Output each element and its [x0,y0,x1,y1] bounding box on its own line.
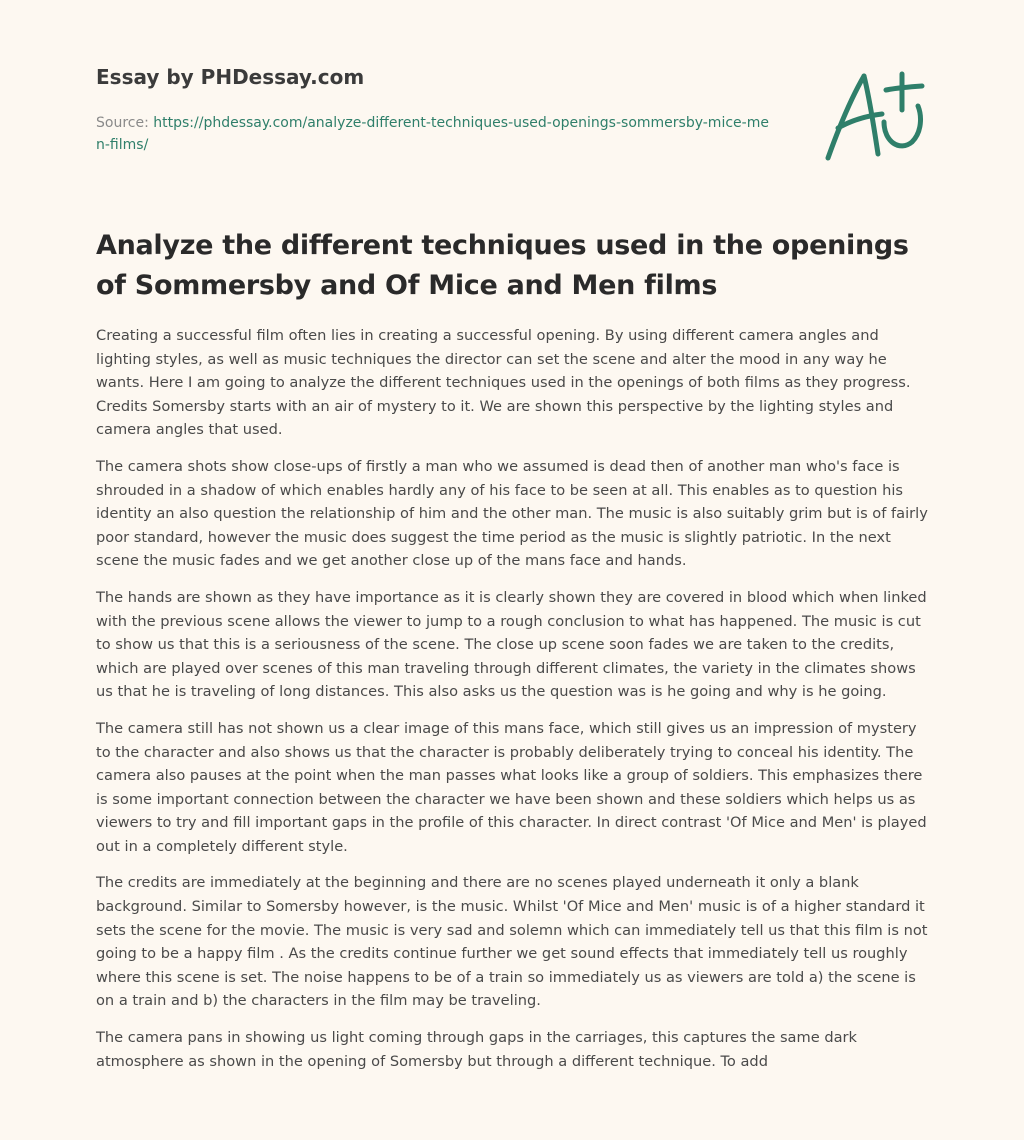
essay-body [96,324,931,1086]
essay-paragraph: The hands are shown as they have importance as it is clearly shown they are covered in blood which when linked with the previous scene allows the viewer to jump to a rough conclusion to what has happened. The music is cut to show us that this is a seriousness of the scene. The close up scene soon fades we are taken to the credits, which are played over scenes of this man traveling through different climates, the variety in the climates shows us that he is traveling of long distances. This also asks us the question was is he going and why is he going. [96,588,927,701]
essay-paragraph: Creating a successful film often lies in creating a successful opening. By using different camera angles and lighting styles, as well as music techniques the director can set the scene and alter the mood in any way he wants. Here I am going to analyze the different techniques used in the openings of both films as they progress. Credits Somersby starts with an air of mystery to it. We are shown this perspective by the lighting styles and camera angles that used. [96,327,911,439]
essay-paragraph: The camera still has not shown us a clear image of this mans face, which still gives us an impression of mystery to the character and also shows us that the character is probably deliberately trying to conceal his identity. The camera also pauses at the point when the man passes what looks like a group of soldiers. This emphasizes there is some important connection between the character we have been shown and these soldiers which helps us as viewers to try and fill important gaps in the profile of this character. In direct contrast 'Of Mice and Men' is played out in a completely different style. [96,719,927,855]
source-link[interactable]: https://phdessay.com/analyze-different-techniques-used-openings-sommersby-mice-men-films/ [96,115,769,153]
essay-paragraph: The credits are immediately at the beginning and there are no scenes played underneath it only a blank background. Similar to Somersby however, is the music. Whilst 'Of Mice and Men' music is of a higher standard it sets the scene for the movie. The music is very sad and solemn which can immediately tell us that this film is not going to be a happy film . As the credits continue further we get sound effects that immediately tell us roughly where this scene is set. The noise happens to be of a train so immediately us as viewers are told a) the scene is on a train and b) the characters in the film may be traveling. [96,874,928,1010]
a-plus-grade-icon [822,70,926,164]
essay-paragraph: The camera pans in showing us light coming through gaps in the carriages, this captures the same dark atmosphere as shown in the opening of Somersby but through a different technique. To add [96,1029,857,1070]
source-line [96,112,776,156]
page-header [96,62,796,156]
essay-paragraph: The camera shots show close-ups of firstly a man who we assumed is dead then of another man who's face is shrouded in a shadow of which enables hardly any of his face to be seen at all. This enables as to question his identity an also question the relationship of him and the other man. The music is also suitably grim but is of fairly poor standard, however the music does suggest the time period as the music is slightly patriotic. In the next scene the music fades and we get another close up of the mans face and hands. [96,457,928,570]
essay-title: Analyze the different techniques used in the openings of Sommersby and Of Mice and Men films [96,230,909,301]
brand-title: Essay by PHDessay.com [96,65,365,89]
source-label: Source: [96,115,149,131]
